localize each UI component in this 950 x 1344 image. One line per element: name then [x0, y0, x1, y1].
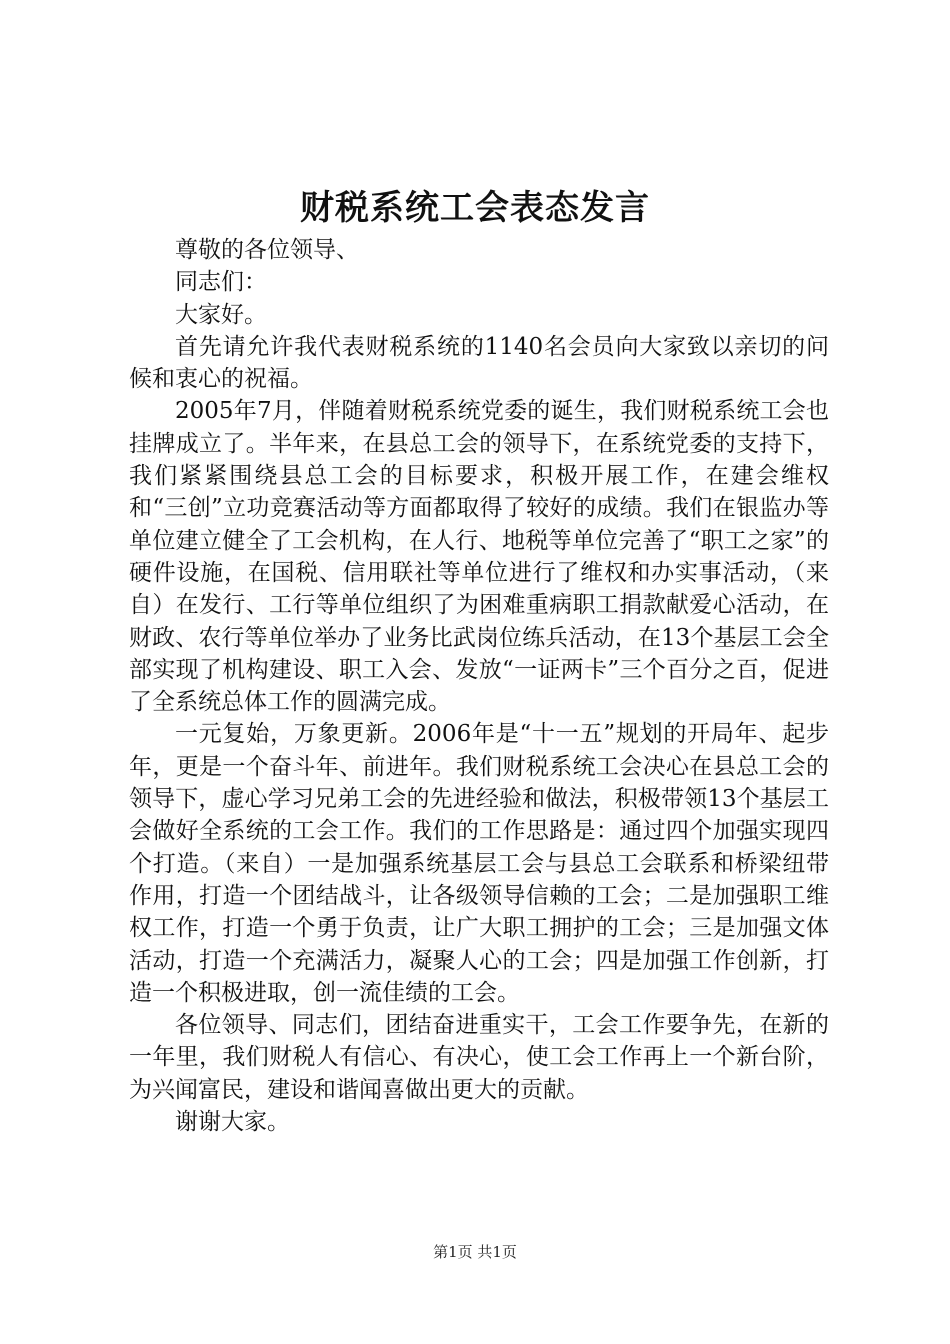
paragraph-opening: 首先请允许我代表财税系统的1140名会员向大家致以亲切的问候和衷心的祝福。: [129, 333, 829, 393]
document-body: [129, 234, 829, 1138]
greeting: 大家好。: [175, 301, 267, 328]
salutation-leaders: 尊敬的各位领导、: [175, 237, 359, 263]
salutation-comrades: 同志们：: [175, 269, 267, 296]
thanks: 谢谢大家。: [175, 1109, 290, 1136]
page-footer: 第1页 共1页: [433, 1243, 517, 1261]
paragraph-achievements: 2005年7月，伴随着财税系统党委的诞生，我们财税系统工会也挂牌成立了。半年来，在县总工会的领导下，在系统党委的支持下，我们紧紧围绕县总工会的目标要求，积极开展工作，在建会维权和“三创”立功竞赛活动等方面都取得了较好的成绩。我们在银监办等单位建立健全了工会机构，在人行、地税等单位完善了“职工之家”的硬件设施，在国税、信用联社等单位进行了维权和办实事活动，（来自）在发行、工行等单位组织了为困难重病职工捐款献爱心活动，在财政、农行等单位举办了业务比武岗位练兵活动，在13个基层工会全部实现了机构建设、职工入会、发放“一证两卡”三个百分之百，促进了全系统总体工作的圆满完成。: [129, 398, 829, 716]
paragraph-closing: 各位领导、同志们，团结奋进重实干，工会工作要争先，在新的一年里，我们财税人有信心、有决心，使工会工作再上一个新台阶，为兴闻富民，建设和谐闻喜做出更大的贡献。: [129, 1012, 829, 1103]
paragraph-plans: 一元复始，万象更新。2006年是“十一五”规划的开局年、起步年，更是一个奋斗年、前进年。我们财税系统工会决心在县总工会的领导下，虚心学习兄弟工会的先进经验和做法，积极带领13个基层工会做好全系统的工会工作。我们的工作思路是：通过四个加强实现四个打造。（来自）一是加强系统基层工会与县总工会联系和桥梁纽带作用，打造一个团结战斗，让各级领导信赖的工会；二是加强职工维权工作，打造一个勇于负责，让广大职工拥护的工会；三是加强文体活动，打造一个充满活力，凝聚人心的工会；四是加强工作创新，打造一个积极进取，创一流佳绩的工会。: [129, 721, 829, 1006]
document-title: 财税系统工会表态发言: [300, 188, 650, 228]
